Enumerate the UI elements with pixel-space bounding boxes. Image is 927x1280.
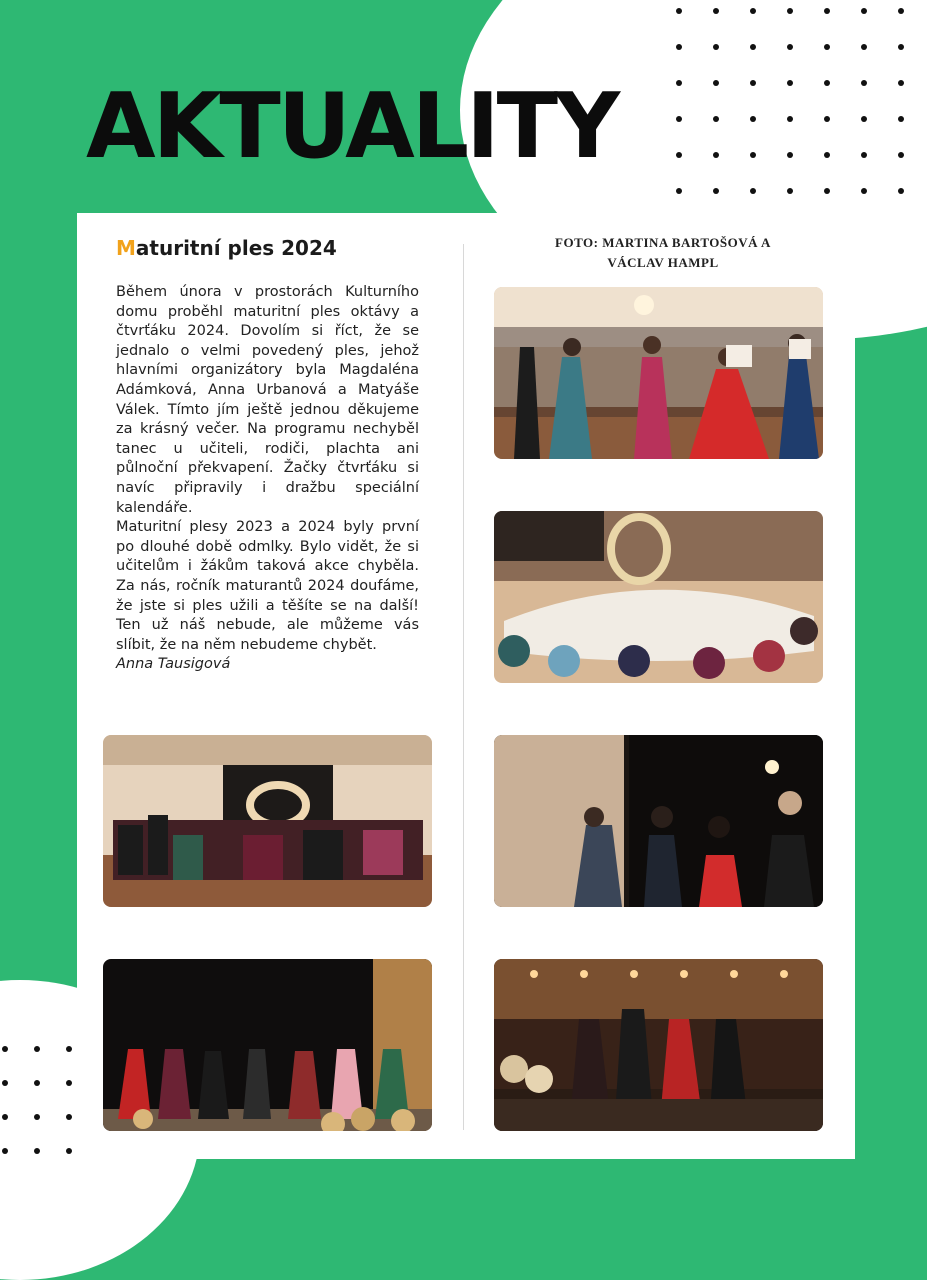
photo-group <box>103 735 432 907</box>
dot-pattern-top-right <box>676 8 904 194</box>
dot <box>824 44 830 50</box>
dot <box>66 1080 72 1086</box>
dot <box>898 152 904 158</box>
dot <box>824 188 830 194</box>
dot <box>750 188 756 194</box>
dot <box>787 152 793 158</box>
dot <box>750 8 756 14</box>
dot <box>861 188 867 194</box>
dot <box>66 1148 72 1154</box>
article-author: Anna Tausigová <box>116 656 231 673</box>
photo-crowning <box>494 735 823 907</box>
photo-stage <box>103 959 432 1131</box>
dot <box>676 80 682 86</box>
dot <box>898 8 904 14</box>
column-divider <box>463 244 464 1130</box>
title-first-letter: M <box>116 236 136 260</box>
dot <box>750 116 756 122</box>
dot <box>34 1080 40 1086</box>
photo-parachute <box>494 511 823 683</box>
dot <box>787 80 793 86</box>
photo-credit-line-1: FOTO: MARTINA BARTOŠOVÁ A <box>555 235 771 250</box>
dot <box>2 1080 8 1086</box>
dot <box>2 1148 8 1154</box>
photo-hall <box>494 959 823 1131</box>
title-rest: aturitní ples 2024 <box>135 236 337 260</box>
dot <box>713 44 719 50</box>
dot <box>66 1046 72 1052</box>
article-paragraph-2: Maturitní plesy 2023 a 2024 byly první po dlouhé době odmlky. Bylo vidět, že si učitelům i žákům taková akce chyběla. Za nás, ročník maturantů 2024 doufáme, že jste si ples užili a těšíte se na další! Ten už náš nebude, ale můžeme vás slíbit, že na něm nebudeme chybět. <box>116 519 419 653</box>
dot <box>713 80 719 86</box>
dot <box>34 1114 40 1120</box>
dot <box>898 80 904 86</box>
dot <box>824 8 830 14</box>
dot <box>898 44 904 50</box>
dot <box>66 1114 72 1120</box>
dot <box>824 80 830 86</box>
dot <box>676 116 682 122</box>
photo-credit <box>495 233 831 273</box>
dot <box>713 8 719 14</box>
dot <box>861 44 867 50</box>
dot <box>898 116 904 122</box>
dot <box>2 1114 8 1120</box>
article-body <box>116 283 419 675</box>
dot <box>676 152 682 158</box>
dot <box>676 44 682 50</box>
dot <box>861 80 867 86</box>
dot <box>713 152 719 158</box>
dot <box>34 1046 40 1052</box>
dot <box>713 116 719 122</box>
photo-credit-line-2: VÁCLAV HAMPL <box>607 255 719 270</box>
article-paragraph-1: Během února v prostorách Kulturního domu proběhl maturitní ples oktávy a čtvrťáku 2024. Dovolím si říct, že se jednalo o velmi povedený ples, jehož hlavními organizátory byla Magdaléna Adámková, Anna Urbanová a Matyáše Válek. Tímto jím ještě jednou děkujeme za krásný večer. Na programu nechyběl tanec u učiteli, rodiči, plachta ani půlnoční překvapení. Žačky čtvrťáku si navíc připravily i dražbu speciální kalendáře. <box>116 284 419 516</box>
dot <box>750 44 756 50</box>
dot <box>750 152 756 158</box>
dot <box>676 188 682 194</box>
dot <box>861 152 867 158</box>
dot <box>2 1046 8 1052</box>
dot <box>676 8 682 14</box>
dot <box>824 152 830 158</box>
photo-ball-dance <box>494 287 823 459</box>
dot <box>898 188 904 194</box>
dot <box>787 44 793 50</box>
page-headline: AKTUALITY <box>86 74 618 179</box>
dot <box>34 1148 40 1154</box>
dot <box>713 188 719 194</box>
dot <box>861 8 867 14</box>
dot <box>824 116 830 122</box>
dot <box>787 116 793 122</box>
dot <box>861 116 867 122</box>
dot <box>787 188 793 194</box>
dot <box>787 8 793 14</box>
dot <box>750 80 756 86</box>
article-title <box>116 236 337 260</box>
